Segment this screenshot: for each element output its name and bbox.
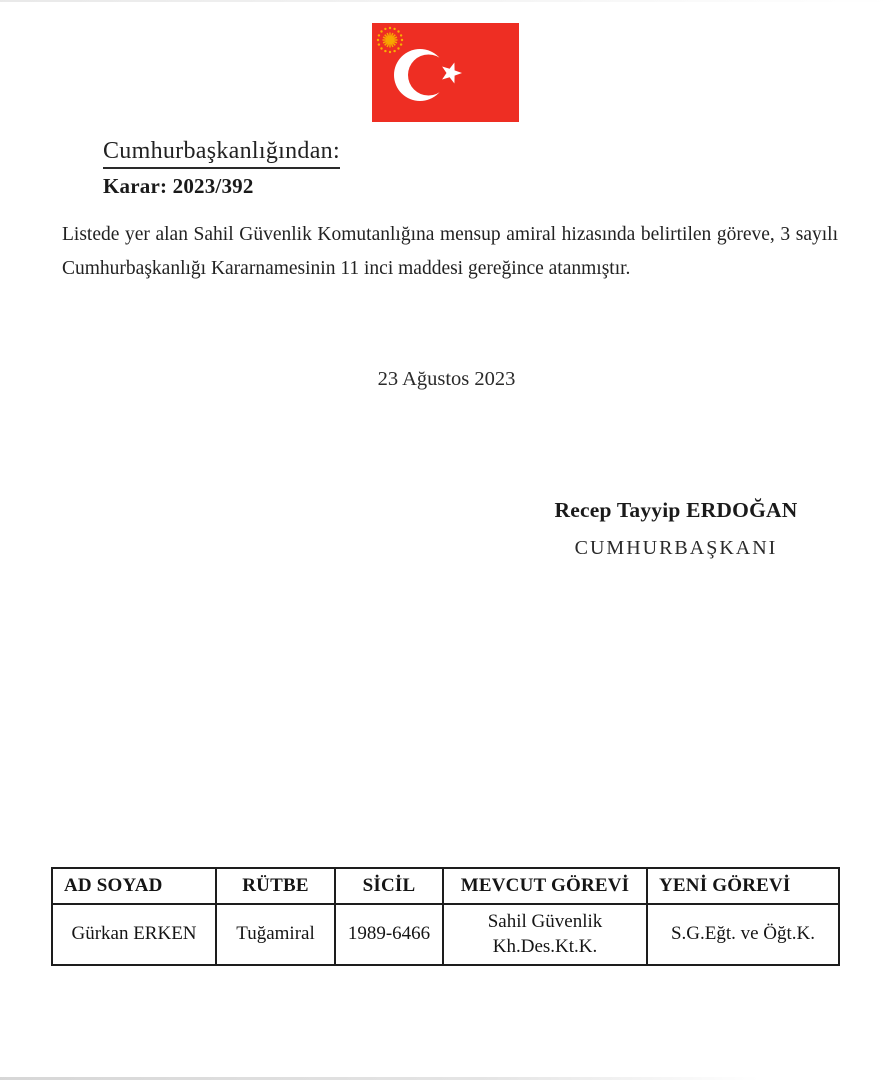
crescent-inner-cutout [408, 55, 449, 96]
decree-body-text: Listede yer alan Sahil Güvenlik Komutanlığına mensup amiral hizasında belirtilen göreve, 3 sayılı Cumhurbaşkanlığı Kararnamesinin 11 inci maddesi gereğince atanmıştır. [62, 224, 838, 279]
cell-ad-soyad: Gürkan ERKEN [52, 904, 216, 965]
cell-rutbe: Tuğamiral [216, 904, 335, 965]
header-mevcut-gorevi: MEVCUT GÖREVİ [443, 868, 647, 904]
issuer-heading: Cumhurbaşkanlığından: [103, 138, 340, 169]
cell-sicil: 1989-6466 [335, 904, 443, 965]
cell-yeni-gorevi: S.G.Eğt. ve Öğt.K. [647, 904, 839, 965]
signature-name: Recep Tayyip ERDOĞAN [554, 498, 798, 522]
table-row [52, 904, 839, 965]
appointments-table [51, 867, 840, 966]
signature-block [500, 498, 852, 560]
signature-title: CUMHURBAŞKANI [574, 537, 778, 559]
decision-number: Karar: 2023/392 [103, 174, 254, 198]
header-ad-soyad: AD SOYAD [52, 868, 216, 904]
header-sicil: SİCİL [335, 868, 443, 904]
header-yeni-gorevi: YENİ GÖREVİ [647, 868, 839, 904]
table-header-row [52, 868, 839, 904]
decree-date: 23 Ağustos 2023 [377, 368, 516, 390]
flag-graphic [372, 23, 519, 122]
header-rutbe: RÜTBE [216, 868, 335, 904]
turkish-presidential-flag-icon [372, 23, 519, 122]
scan-artifact-top [0, 0, 893, 2]
cell-mevcut-gorevi: Sahil Güvenlik Kh.Des.Kt.K. [443, 904, 647, 965]
